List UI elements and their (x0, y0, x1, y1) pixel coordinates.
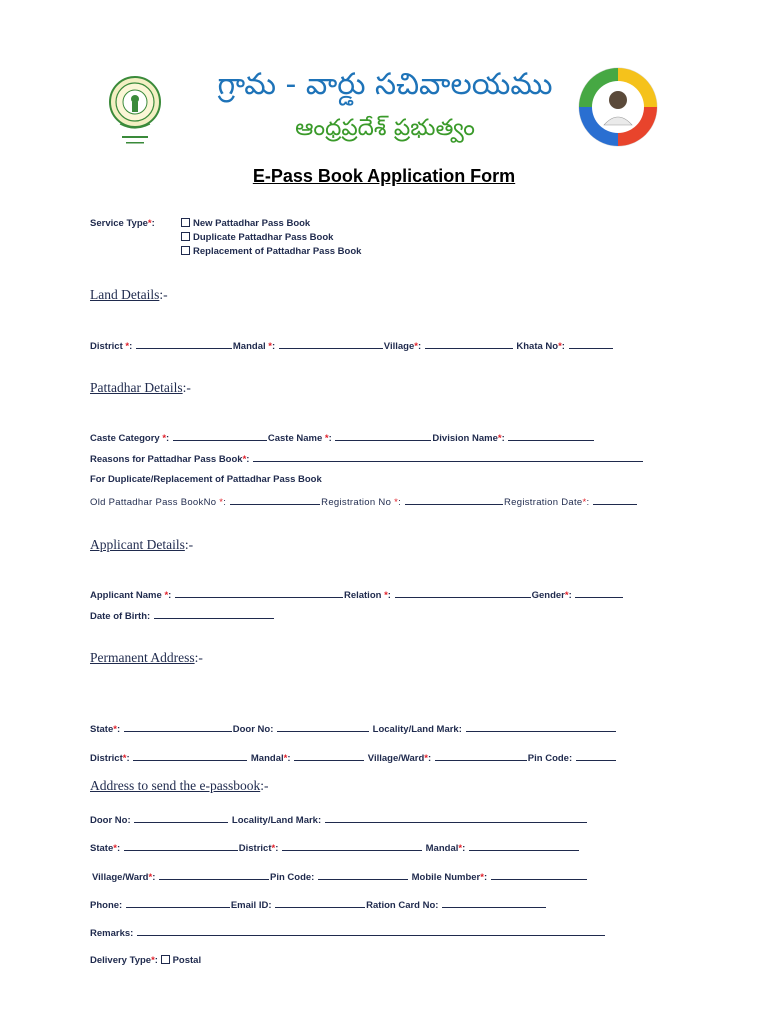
relation-input[interactable] (395, 588, 531, 598)
section-pattadhar-details: Pattadhar Details:- (90, 380, 191, 395)
send-state-input[interactable] (124, 841, 238, 851)
perm-door-no-input[interactable] (277, 722, 369, 732)
district-input[interactable] (136, 339, 232, 349)
send-village-ward-input[interactable] (159, 870, 269, 880)
checkbox-icon[interactable] (181, 218, 190, 227)
old-pass-book-no-input[interactable] (230, 495, 320, 505)
send-row-1: Door No: Locality/Land Mark: (90, 813, 588, 827)
perm-village-ward-input[interactable] (435, 751, 527, 761)
reasons-input[interactable] (253, 452, 643, 462)
perm-state-input[interactable] (124, 722, 232, 732)
pattadhar-caste-row: Caste Category *: Caste Name *: Division Name*: (90, 431, 595, 445)
applicant-name-input[interactable] (175, 588, 343, 598)
checkbox-icon[interactable] (181, 246, 190, 255)
registration-no-input[interactable] (405, 495, 503, 505)
caste-category-input[interactable] (173, 431, 267, 441)
service-option-duplicate[interactable]: Duplicate Pattadhar Pass Book (181, 232, 333, 244)
delivery-postal-option[interactable]: Postal (172, 955, 202, 966)
remarks-row: Remarks: (90, 926, 606, 940)
remarks-input[interactable] (137, 926, 605, 936)
send-locality-input[interactable] (325, 813, 587, 823)
perm-mandal-input[interactable] (294, 751, 364, 761)
division-name-input[interactable] (508, 431, 594, 441)
registration-date-input[interactable] (593, 495, 637, 505)
mandal-input[interactable] (279, 339, 383, 349)
section-permanent-address: Permanent Address:- (90, 650, 203, 665)
duplicate-note: For Duplicate/Replacement of Pattadhar Pass Book (90, 474, 322, 485)
checkbox-icon[interactable] (181, 232, 190, 241)
send-mandal-input[interactable] (469, 841, 579, 851)
section-land-details: Land Details:- (90, 287, 168, 302)
header-title-telugu: గ్రామ - వార్డు సచివాలయము (217, 67, 553, 102)
send-row-3: Village/Ward*: Pin Code: Mobile Number*: (92, 870, 588, 884)
send-district-input[interactable] (282, 841, 422, 851)
delivery-type-row: Delivery Type*: Postal (90, 955, 202, 966)
permanent-row-2: District*: Mandal*: Village/Ward*: Pin Code: (90, 751, 617, 765)
email-input[interactable] (275, 898, 365, 908)
service-option-replacement[interactable]: Replacement of Pattadhar Pass Book (181, 246, 361, 258)
phone-input[interactable] (126, 898, 230, 908)
perm-locality-input[interactable] (466, 722, 616, 732)
old-pass-book-row: Old Pattadhar Pass BookNo *: Registration No *: Registration Date*: (90, 495, 638, 509)
service-type-label: Service Type*: (90, 218, 155, 229)
caste-name-input[interactable] (335, 431, 431, 441)
send-mobile-input[interactable] (491, 870, 587, 880)
send-door-no-input[interactable] (134, 813, 228, 823)
dob-row: Date of Birth: (90, 609, 275, 623)
perm-district-input[interactable] (133, 751, 247, 761)
header-subtitle-telugu: ఆంధ్రప్రదేశ్ ప్రభుత్వం (295, 115, 475, 141)
village-input[interactable] (425, 339, 513, 349)
section-send-address: Address to send the e-passbook:- (90, 778, 269, 793)
permanent-row-1: State*: Door No: Locality/Land Mark: (90, 722, 617, 736)
reasons-row: Reasons for Pattadhar Pass Book*: (90, 452, 644, 466)
section-applicant-details: Applicant Details:- (90, 537, 194, 552)
send-row-4: Phone: Email ID: Ration Card No: (90, 898, 547, 912)
checkbox-icon[interactable] (161, 955, 170, 964)
form-title: E-Pass Book Application Form (252, 166, 516, 186)
send-row-2: State*: District*: Mandal*: (90, 841, 580, 855)
ration-card-input[interactable] (442, 898, 546, 908)
applicant-row: Applicant Name *: Relation *: Gender*: (90, 588, 624, 602)
land-details-row: District *: Mandal *: Village*: Khata No*: (90, 339, 614, 353)
gender-input[interactable] (575, 588, 623, 598)
perm-pin-code-input[interactable] (576, 751, 616, 761)
dob-input[interactable] (154, 609, 274, 619)
navaratnalu-emblem (578, 67, 658, 147)
ap-government-seal (108, 66, 162, 154)
service-option-new[interactable]: New Pattadhar Pass Book (181, 218, 310, 230)
khata-no-input[interactable] (569, 339, 613, 349)
send-pin-code-input[interactable] (318, 870, 408, 880)
